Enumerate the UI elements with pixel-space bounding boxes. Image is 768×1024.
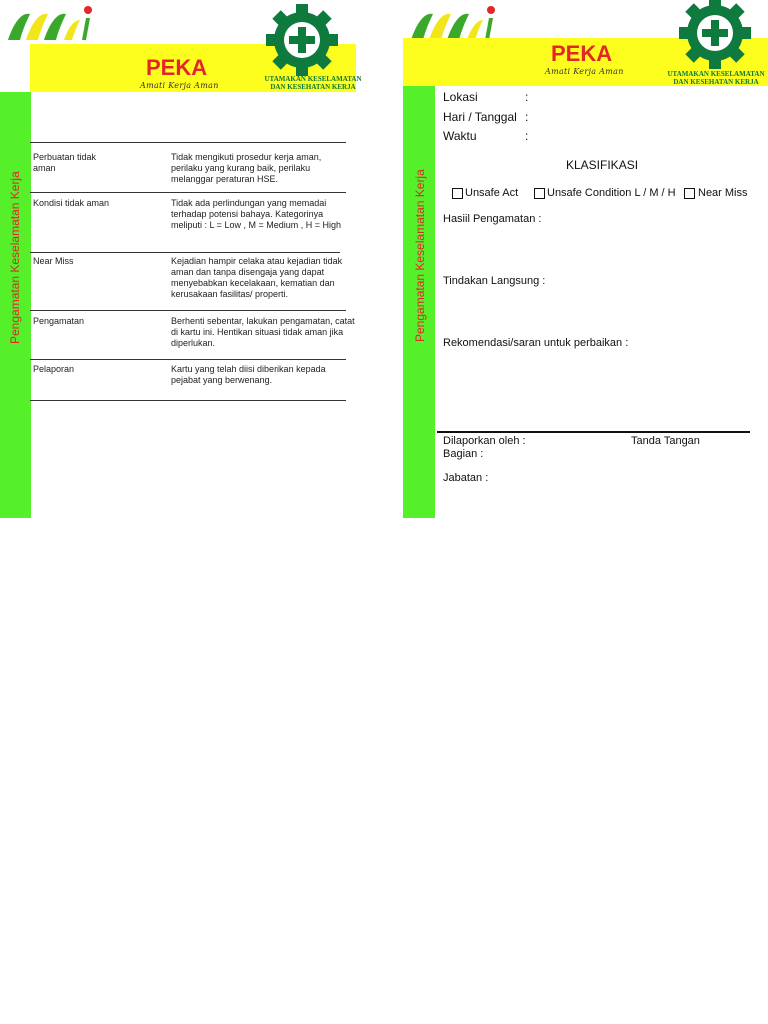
definition-term: Near Miss <box>33 256 74 266</box>
unsafe-act-checkbox[interactable] <box>452 188 463 199</box>
slogan-line-1: UTAMAKAN KESELAMATAN <box>264 75 362 83</box>
side-label: Pengamatan Keselamatan Kerja <box>8 171 22 344</box>
table-rule <box>30 252 340 253</box>
peka-title: PEKA <box>146 55 208 80</box>
table-rule <box>30 310 346 311</box>
definition-term: Perbuatan tidak aman <box>33 152 97 173</box>
definition-term: Kondisi tidak aman <box>33 198 110 208</box>
near-miss-label: Near Miss <box>698 187 748 199</box>
definition-desc: Tidak ada perlindungan yang memadai terhadap potensi bahaya. Kategorinya meliputi : L = Low , M = Medium , H = High <box>171 198 341 230</box>
card-back <box>0 0 360 520</box>
slogan-line-2: DAN KESEHATAN KERJA <box>270 83 356 91</box>
peka-tagline: Amati Kerja Aman <box>140 81 219 90</box>
slogan <box>657 70 768 86</box>
hasil-pengamatan-label: Hasiil Pengamatan : <box>443 213 542 225</box>
unsafe-condition-label: Unsafe Condition L / M / H <box>547 187 676 199</box>
definition-desc: Kejadian hampir celaka atau kejadian tidak aman dan tanpa disengaja yang dapat menyebabkan kecelakaan, kematian dan kerusakaan fasilitas/ properti. <box>171 256 343 299</box>
tanda-tangan-label: Tanda Tangan <box>631 435 700 447</box>
unsafe-condition-checkbox[interactable] <box>534 188 545 199</box>
peka-title: PEKA <box>551 41 613 66</box>
jabatan-label: Jabatan : <box>443 472 489 484</box>
klasifikasi-heading: KLASIFIKASI <box>566 158 639 172</box>
field-hari-label: Hari / Tanggal <box>443 110 517 124</box>
slogan <box>254 75 372 91</box>
k3-gear-logo <box>669 0 761 72</box>
field-waktu-label: Waktu <box>443 129 477 143</box>
tindakan-langsung-label: Tindakan Langsung : <box>443 275 546 287</box>
k3-gear-logo <box>256 3 348 79</box>
definition-term: Pelaporan <box>33 364 75 374</box>
table-rule <box>30 359 346 360</box>
field-waktu-colon: : <box>525 129 529 143</box>
side-label: Pengamatan Keselamatan Kerja <box>413 169 427 342</box>
bagian-label: Bagian : <box>443 448 484 460</box>
near-miss-checkbox[interactable] <box>684 188 695 199</box>
card-front <box>403 0 768 520</box>
table-rule <box>30 192 346 193</box>
field-lokasi-colon: : <box>525 90 529 104</box>
definition-desc: Kartu yang telah diisi diberikan kepada pejabat yang berwenang. <box>171 364 326 385</box>
table-rule <box>30 142 346 143</box>
slogan-line-2: DAN KESEHATAN KERJA <box>673 78 759 86</box>
definition-desc: Berhenti sebentar, lakukan pengamatan, catat di kartu ini. Hentikan situasi tidak aman jika diperlukan. <box>171 316 355 348</box>
table-rule <box>30 400 346 401</box>
side-strip <box>0 92 31 518</box>
side-strip <box>403 86 435 518</box>
company-logo <box>4 2 92 46</box>
unsafe-act-label: Unsafe Act <box>465 187 519 199</box>
definition-desc: Tidak mengikuti prosedur kerja aman, perilaku yang kurang baik, perilaku melanggar peraturan HSE. <box>171 152 322 184</box>
definition-term: Pengamatan <box>33 316 85 326</box>
slogan-line-1: UTAMAKAN KESELAMATAN <box>667 70 765 78</box>
field-hari-colon: : <box>525 110 529 124</box>
peka-tagline: Amati Kerja Aman <box>545 67 624 76</box>
rekomendasi-label: Rekomendasi/saran untuk perbaikan : <box>443 337 629 349</box>
signature-divider <box>437 431 750 433</box>
dilaporkan-label: Dilaporkan oleh : <box>443 435 526 447</box>
field-lokasi-label: Lokasi <box>443 90 478 104</box>
